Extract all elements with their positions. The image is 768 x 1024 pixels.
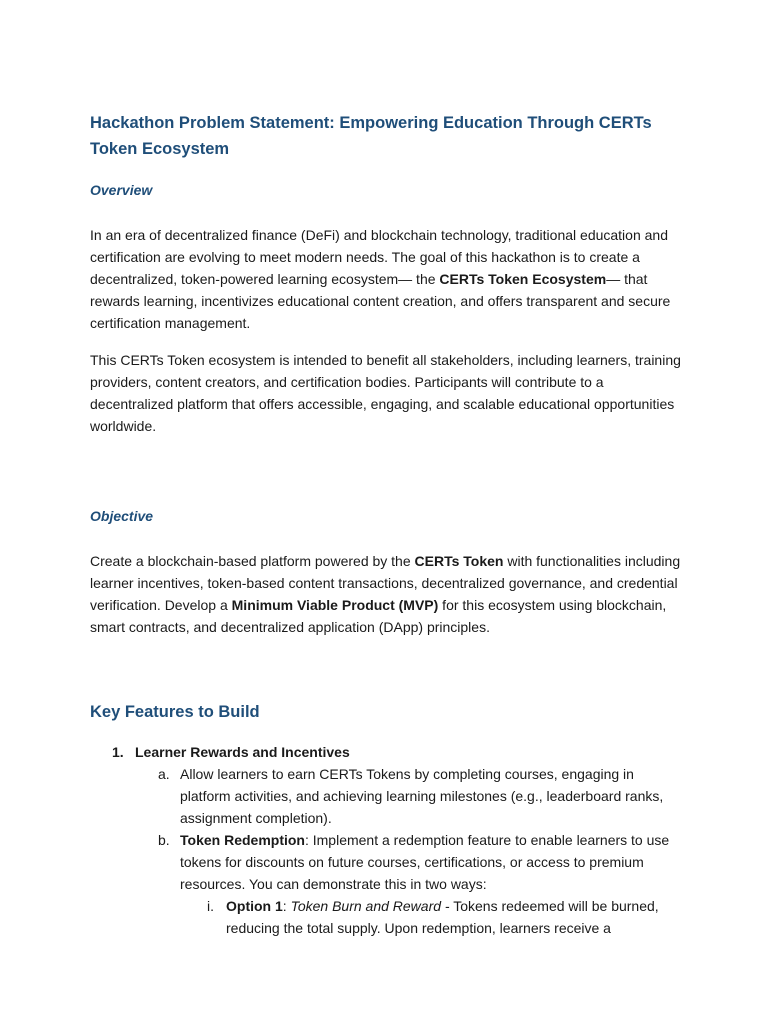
objective-text-2: with functionalities including learner incentives, token-based content transactions, decentralized governance, and credential verification. Develop a [90, 553, 681, 613]
list-marker: b. [158, 832, 170, 848]
list-marker: 1. [112, 744, 124, 760]
list-item [90, 741, 682, 763]
overview-p1-text-2: — that rewards learning, incentivizes educational content creation, and offers transparent and secure certification management. [90, 271, 671, 331]
list-item-italic: Token Burn and Reward - [290, 898, 450, 914]
list-item [90, 895, 682, 939]
overview-paragraph-2: This CERTs Token ecosystem is intended to benefit all stakeholders, including learners, training providers, content creators, and certification bodies. Participants will contribute to a decentralized platform that offers accessible, engaging, and scalable educational opportunities worldwide. [90, 352, 681, 434]
list-marker: i. [207, 898, 214, 914]
objective-text-3: for this ecosystem using blockchain, smart contracts, and decentralized application (DApp) principles. [90, 597, 667, 635]
features-heading: Key Features to Build [90, 703, 260, 721]
overview-p1-text-1: In an era of decentralized finance (DeFi) and blockchain technology, traditional education and certification are evolving to meet modern needs. The goal of this hackathon is to create a decentralized, token-powered learning ecosystem— the [90, 227, 668, 287]
list-item-label: Learner Rewards and Incentives [135, 744, 350, 760]
document-page [90, 110, 682, 939]
objective-bold-2: Minimum Viable Product (MVP) [231, 597, 439, 613]
list-item-bold: Token Redemption [180, 832, 305, 848]
objective-bold-1: CERTs Token [414, 553, 504, 569]
document-title: Hackathon Problem Statement: Empowering Education Through CERTs Token Ecosystem [90, 114, 652, 158]
overview-paragraph-1 [90, 224, 682, 334]
list-item-text: : Implement a redemption feature to enable learners to use tokens for discounts on future courses, certifications, or access to premium resources. You can demonstrate this in two ways: [180, 832, 670, 892]
overview-heading: Overview [90, 182, 153, 198]
spacer [90, 653, 682, 701]
features-list [90, 741, 682, 939]
objective-text-1: Create a blockchain-based platform powered by the [90, 553, 415, 569]
list-item-separator: : [282, 898, 291, 914]
list-marker: a. [158, 766, 170, 782]
overview-p1-bold: CERTs Token Ecosystem [439, 271, 607, 287]
list-item [90, 763, 682, 829]
list-item-bold: Option 1 [226, 898, 283, 914]
list-item-text: Allow learners to earn CERTs Tokens by completing courses, engaging in platform activities, and achieving learning milestones (e.g., leaderboard ranks, assignment completion). [180, 766, 664, 826]
spacer [90, 452, 682, 506]
list-item [90, 829, 682, 895]
objective-paragraph [90, 550, 682, 638]
list-item-text: Tokens redeemed will be burned, reducing the total supply. Upon redemption, learners receive a [226, 898, 659, 936]
objective-heading: Objective [90, 508, 154, 524]
